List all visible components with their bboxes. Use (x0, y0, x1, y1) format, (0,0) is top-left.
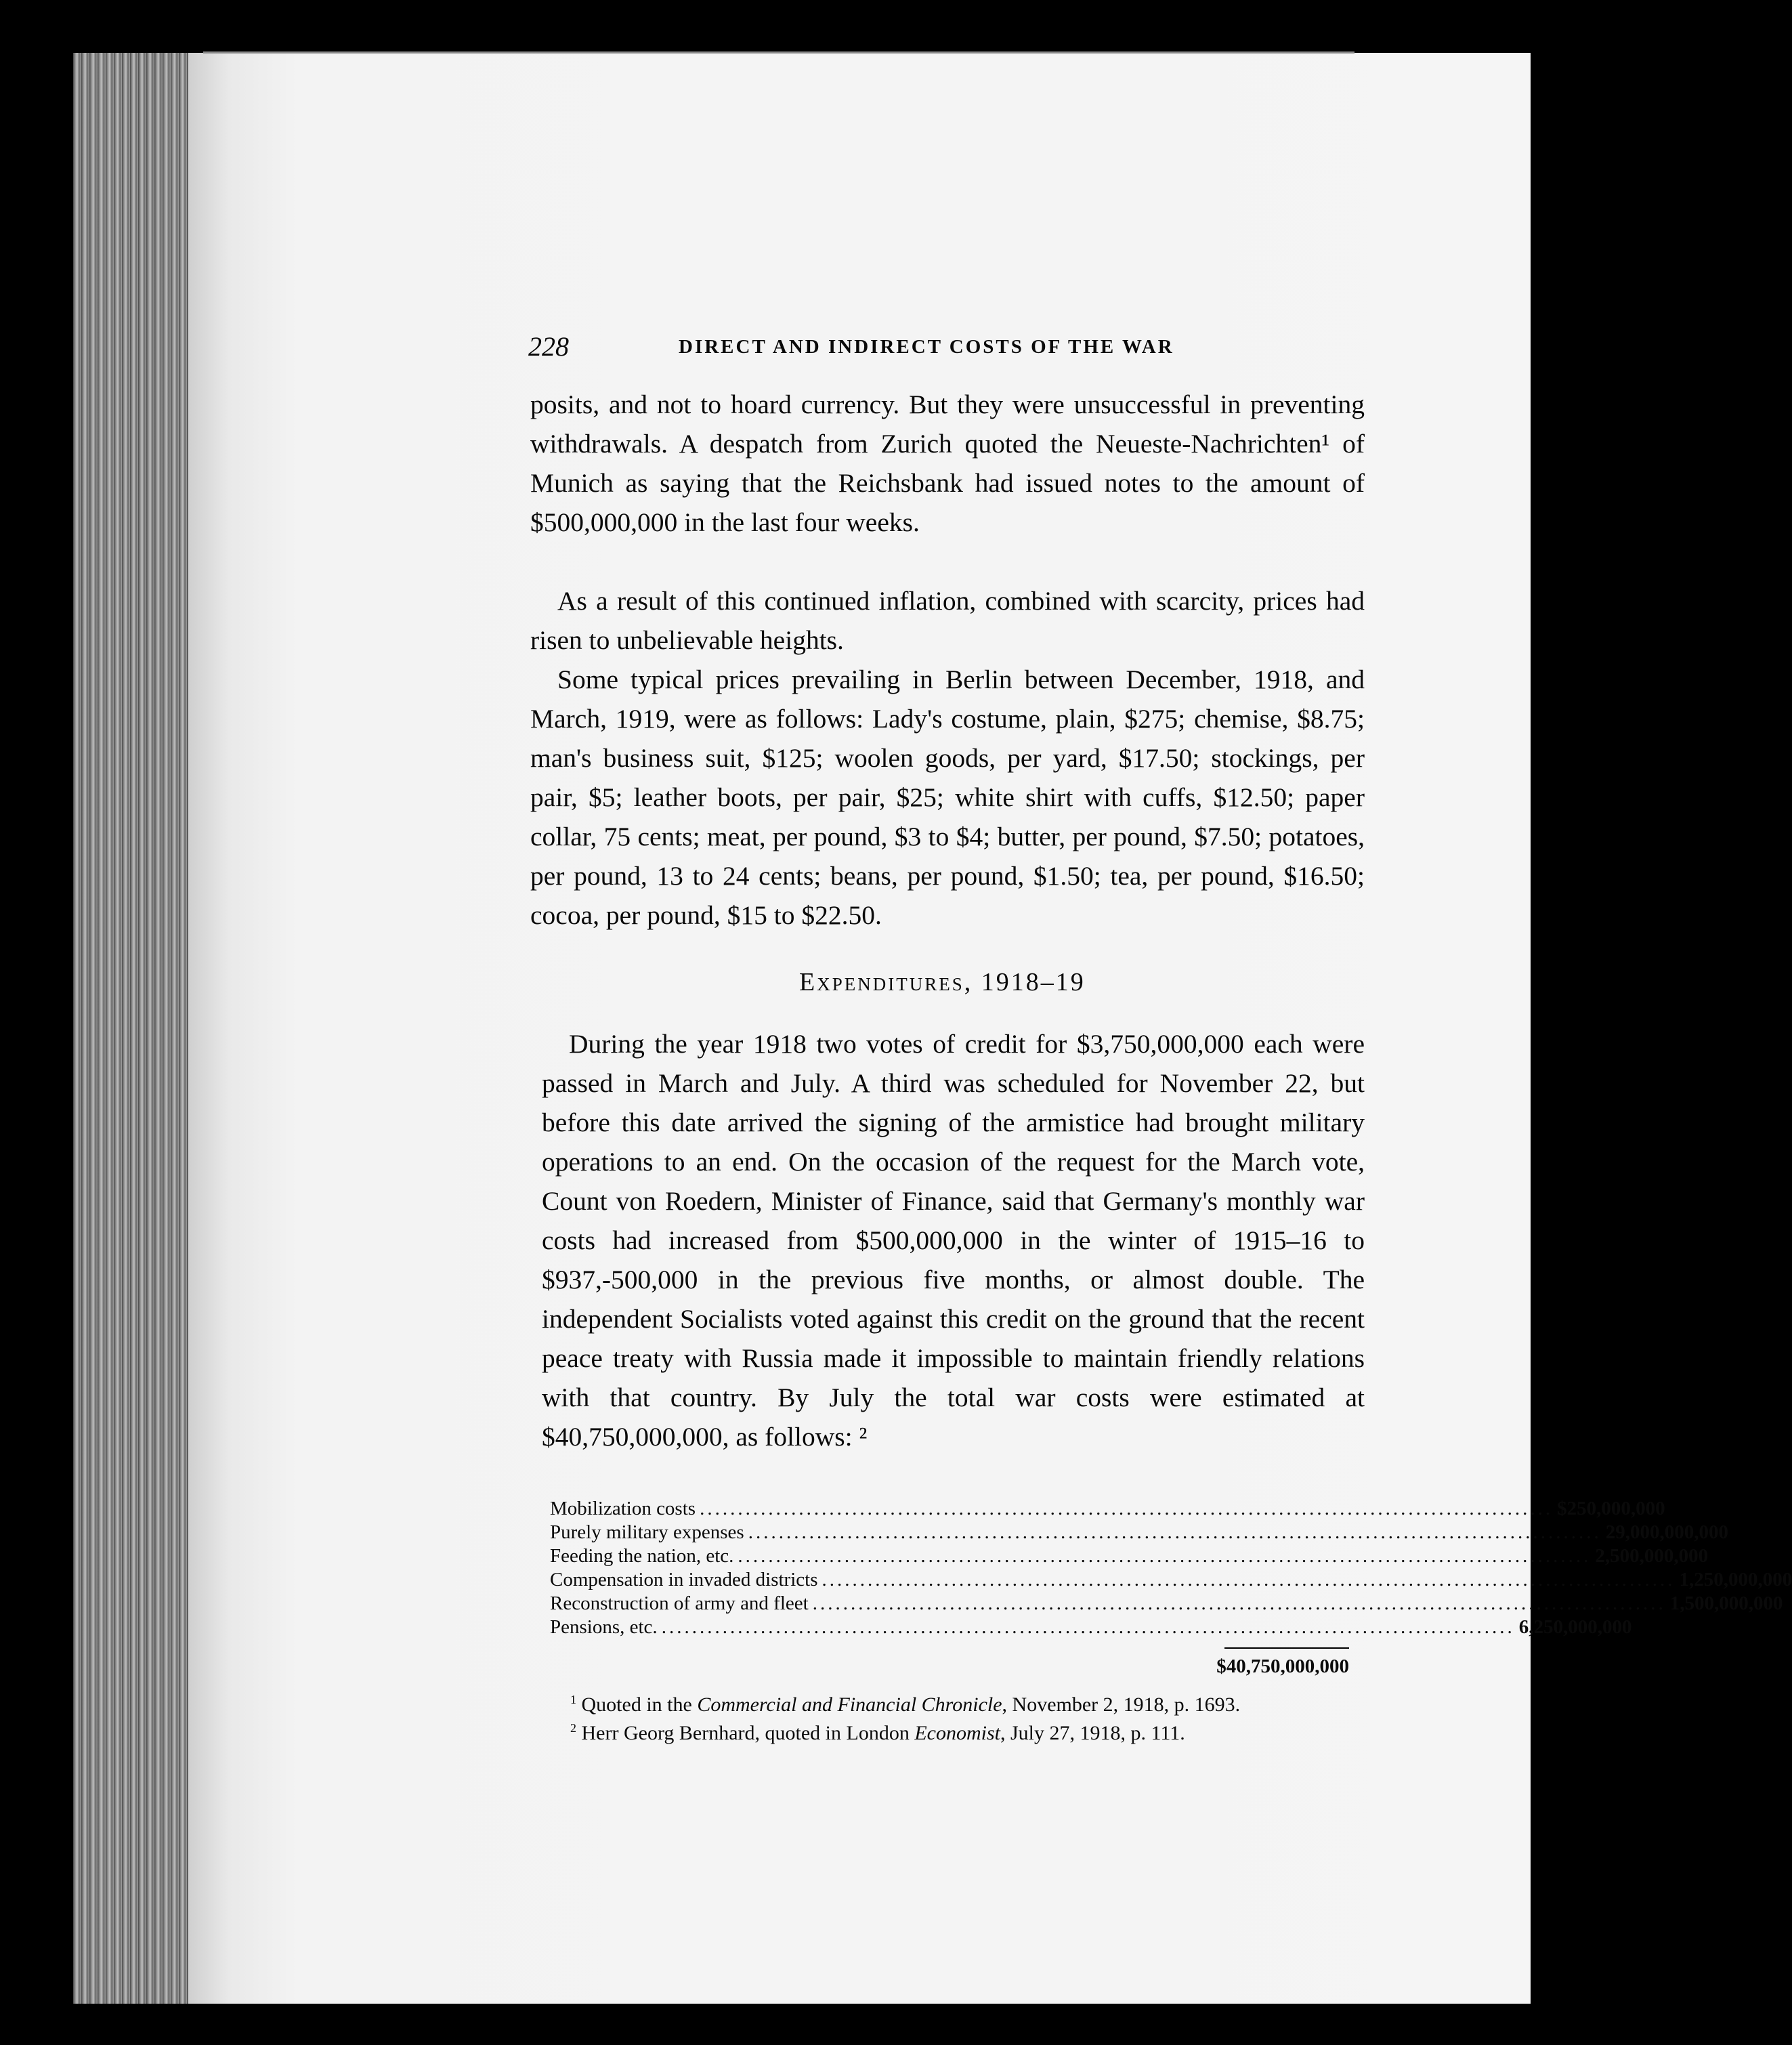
body-paragraph-1: posits, and not to hoard currency. But they were unsuccessful in preventing withdrawals. A despatch from Zurich quoted the Neueste-Nachrichten¹ of Munich as saying that the Reichsbank had issued notes to the amount of $500,000,000 in the last four weeks. (530, 389, 1365, 537)
ledger-label: Pensions, etc. (550, 1616, 658, 1638)
footnotes (550, 1688, 1384, 1745)
footnote-1 (550, 1688, 1384, 1716)
ledger-label: Reconstruction of army and fleet (550, 1593, 809, 1614)
leader-dots: ................................................................................................................ (748, 1521, 1602, 1543)
ledger-amount: 1,500,000,000 (1669, 1593, 1783, 1614)
page-number: 228 (528, 331, 569, 362)
footnote-2 (550, 1716, 1384, 1745)
ledger-row (550, 1521, 1728, 1544)
ledger-label: Mobilization costs (550, 1498, 696, 1519)
body-paragraph-4: During the year 1918 two votes of credit for $3,750,000,000 each were passed in March and July. A third was scheduled for November 22, but before this date arrived the signing of the armistice had brought military operations to an end. On the occasion of the request for the March vote, Count von Roedern, Minister of Finance, said that Germany's monthly war costs had increased from $500,000,000 in the winter of 1915–16 to $937,-500,000 in the previous five months, or almost double. The independent Socialists voted against this credit on the ground that the recent peace treaty with Russia made it impossible to maintain friendly relations with that country. By July the total war costs were estimated at $40,750,000,000, as follows: ² (542, 1029, 1365, 1452)
footnote-source: Economist (914, 1722, 1000, 1744)
ledger-label: Compensation in invaded districts (550, 1569, 818, 1590)
footnote-source: Commercial and Financial Chronicle (697, 1693, 1002, 1716)
body-paragraph-2: As a result of this continued inflation, combined with scarcity, prices had risen to unbelievable heights. (530, 586, 1365, 655)
footnote-mark: 2 (570, 1721, 576, 1735)
page-top-edge (203, 51, 1354, 54)
footnote-text: , July 27, 1918, p. 111. (1000, 1722, 1185, 1744)
footnote-text: Quoted in the (581, 1693, 698, 1716)
footnote-text: Herr Georg Bernhard, quoted in London (581, 1722, 915, 1744)
cost-ledger (550, 1497, 1792, 1639)
ledger-label: Feeding the nation, etc. (550, 1545, 734, 1567)
total-rule (1224, 1647, 1349, 1649)
ledger-label: Purely military expenses (550, 1521, 744, 1543)
running-head: DIRECT AND INDIRECT COSTS OF THE WAR (679, 336, 1174, 358)
leader-dots: ................................................................................................................ (700, 1498, 1554, 1519)
leader-dots: ................................................................................................................ (661, 1616, 1515, 1638)
page-header (528, 331, 1354, 364)
ledger-amount: 1,250,000,000 (1679, 1569, 1792, 1590)
ledger-total: $40,750,000,000 (1216, 1656, 1349, 1677)
footnote-text: , November 2, 1918, p. 1693. (1002, 1693, 1241, 1716)
ledger-row (550, 1616, 1632, 1639)
leader-dots: ................................................................................................................ (812, 1593, 1666, 1614)
ledger-amount: 29,000,000,000 (1605, 1521, 1728, 1543)
leader-dots: ................................................................................................................ (738, 1545, 1592, 1567)
ledger-amount: 2,500,000,000 (1595, 1545, 1709, 1567)
ledger-row (550, 1497, 1665, 1521)
ledger-amount: $250,000,000 (1557, 1498, 1665, 1519)
section-heading: Expenditures, 1918–19 (799, 968, 1086, 996)
ledger-amount: 6,250,000,000 (1518, 1616, 1632, 1638)
body-paragraph-3: Some typical prices prevailing in Berlin between December, 1918, and March, 1919, were as follows: Lady's costume, plain, $275; chemise, $8.75; man's business suit, $125; woolen goods, per yard, $17.50; stockings, per pair, $5; leather boots, per pair, $25; white shirt with cuffs, $12.50; paper collar, 75 cents; meat, per pound, $3 to $4; butter, per pound, $7.50; potatoes, per pound, 13 to 24 cents; beans, per pound, $1.50; tea, per pound, $16.50; cocoa, per pound, $15 to $22.50. (530, 665, 1365, 930)
ledger-row (550, 1592, 1783, 1616)
footnote-mark: 1 (570, 1693, 576, 1706)
leader-dots: ................................................................................................................ (822, 1569, 1676, 1590)
ledger-row (550, 1568, 1792, 1592)
ledger-row (550, 1544, 1709, 1568)
